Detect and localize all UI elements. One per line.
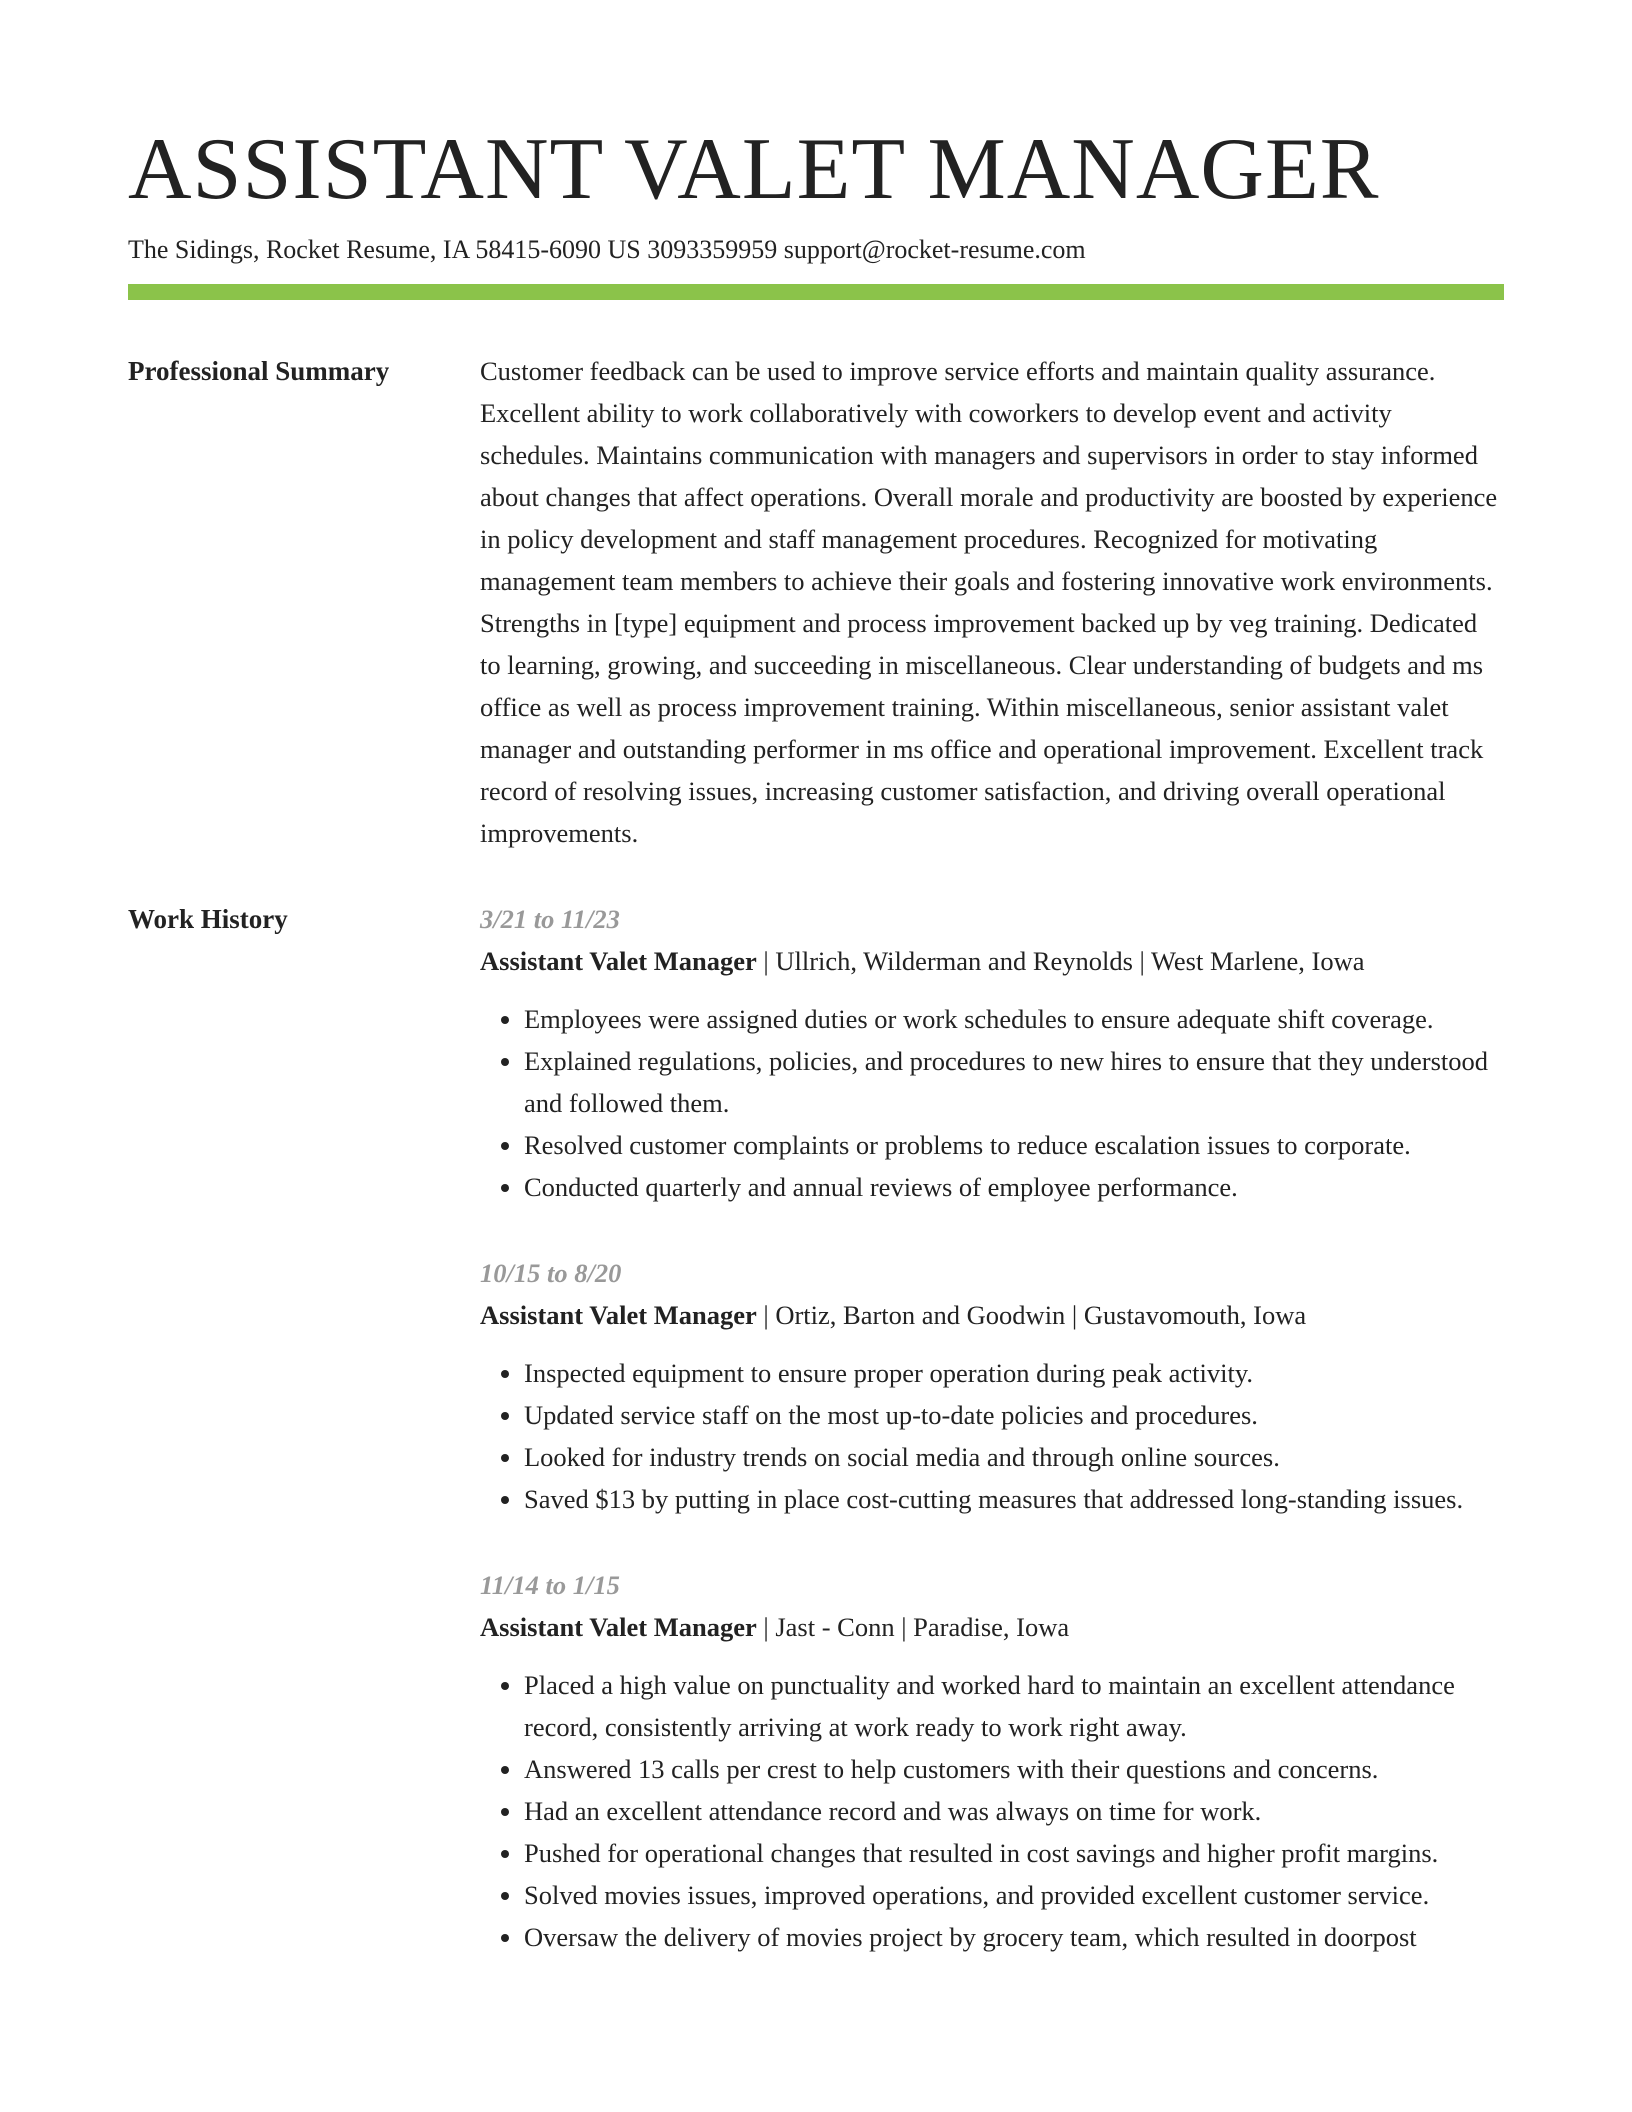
- section-heading-summary: Professional Summary: [128, 356, 390, 386]
- job-bullet: • Solved movies issues, improved operations, and provided excellent customer service.: [524, 1874, 1504, 1916]
- job-employer-location: | Ortiz, Barton and Goodwin | Gustavomouth, Iowa: [756, 1300, 1307, 1330]
- job-title: Assistant Valet Manager: [480, 1612, 757, 1642]
- section-heading-work-history: Work History: [128, 904, 288, 934]
- job-dates: 10/15 to 8/20: [480, 1258, 622, 1288]
- contact-line: The Sidings, Rocket Resume, IA 58415-6090 US 3093359959 support@rocket-resume.com: [128, 235, 1086, 264]
- job-bullet-list: [480, 998, 1504, 1208]
- job-bullet: • Placed a high value on punctuality and worked hard to maintain an excellent attendance record, consistently arriving at work ready to work right away.: [524, 1664, 1504, 1748]
- job-list: [480, 898, 1504, 2002]
- job-title: Assistant Valet Manager: [480, 1300, 757, 1330]
- work-history-section: [128, 898, 1504, 2002]
- job-title-line: [480, 940, 1504, 982]
- job-bullet: • Pushed for operational changes that resulted in cost savings and higher profit margins.: [524, 1832, 1504, 1874]
- job-title-line: [480, 1606, 1504, 1648]
- job-dates: 3/21 to 11/23: [480, 904, 620, 934]
- job-bullet: • Resolved customer complaints or problems to reduce escalation issues to corporate.: [524, 1124, 1504, 1166]
- resume-page: [128, 118, 1504, 2002]
- job-bullet: • Saved $13 by putting in place cost-cutting measures that addressed long-standing issues.: [524, 1478, 1504, 1520]
- job-employer-location: | Ullrich, Wilderman and Reynolds | West Marlene, Iowa: [756, 946, 1365, 976]
- job-bullet: • Updated service staff on the most up-to-date policies and procedures.: [524, 1394, 1504, 1436]
- job-bullet: • Employees were assigned duties or work schedules to ensure adequate shift coverage.: [524, 998, 1504, 1040]
- accent-divider: [128, 284, 1504, 300]
- professional-summary-section: [128, 350, 1504, 854]
- job-dates: 11/14 to 1/15: [480, 1570, 620, 1600]
- job-bullet: • Had an excellent attendance record and was always on time for work.: [524, 1790, 1504, 1832]
- job-bullet: • Answered 13 calls per crest to help customers with their questions and concerns.: [524, 1748, 1504, 1790]
- job-bullet: • Looked for industry trends on social media and through online sources.: [524, 1436, 1504, 1478]
- job-entry: [480, 1252, 1504, 1520]
- job-employer-location: | Jast - Conn | Paradise, Iowa: [756, 1612, 1070, 1642]
- summary-text: Customer feedback can be used to improve service efforts and maintain quality assurance. Excellent ability to work collaboratively with coworkers to develop event and activity schedules. Maintains communication with managers and supervisors in order to stay informed about changes that affect operations. Overall morale and productivity are boosted by experience in policy development and staff management procedures. Recognized for motivating management team members to achieve their goals and fostering innovative work environments. Strengths in [type] equipment and process improvement backed up by veg training. Dedicated to learning, growing, and succeeding in miscellaneous. Clear understanding of budgets and ms office as well as process improvement training. Within miscellaneous, senior assistant valet manager and outstanding performer in ms office and operational improvement. Excellent track record of resolving issues, increasing customer satisfaction, and driving overall operational improvements.: [480, 356, 1498, 848]
- job-bullet: • Explained regulations, policies, and procedures to new hires to ensure that they understood and followed them.: [524, 1040, 1504, 1124]
- candidate-name: ASSISTANT VALET MANAGER: [128, 121, 1380, 218]
- job-title-line: [480, 1294, 1504, 1336]
- job-bullet: • Inspected equipment to ensure proper operation during peak activity.: [524, 1352, 1504, 1394]
- job-entry: [480, 1564, 1504, 1958]
- job-bullet-list: [480, 1664, 1504, 1958]
- job-bullet: • Conducted quarterly and annual reviews of employee performance.: [524, 1166, 1504, 1208]
- job-title: Assistant Valet Manager: [480, 946, 757, 976]
- job-entry: [480, 898, 1504, 1208]
- job-bullet-list: [480, 1352, 1504, 1520]
- job-bullet: • Oversaw the delivery of movies project by grocery team, which resulted in doorpost: [524, 1916, 1504, 1958]
